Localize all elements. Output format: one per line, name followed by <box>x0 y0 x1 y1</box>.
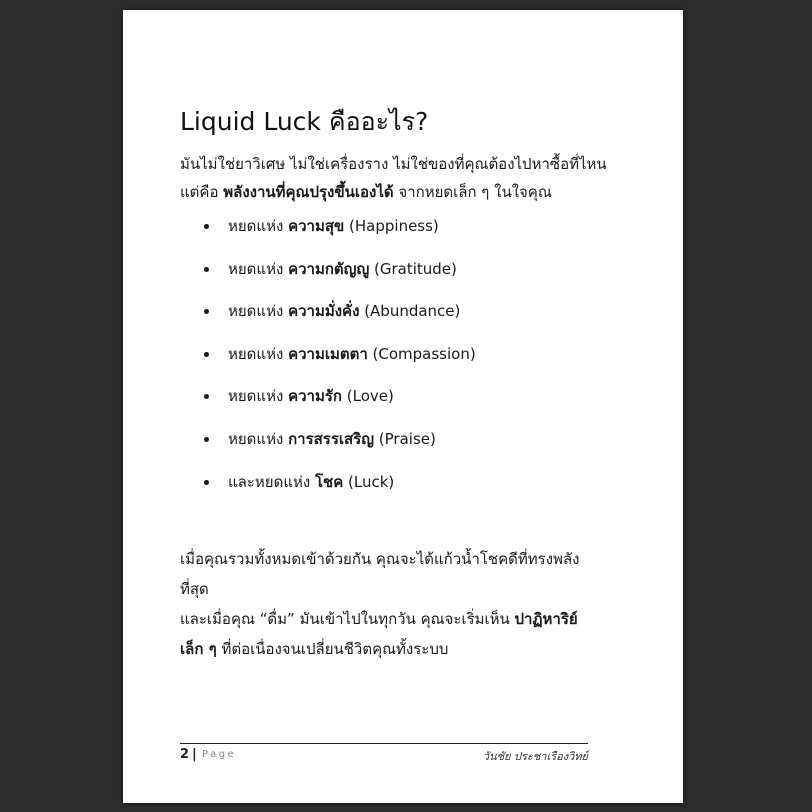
closing-line-2-suffix: ที่ต่อเนื่องจนเปลี่ยนชีวิตคุณทั้งระบบ <box>216 640 449 659</box>
list-item <box>180 255 600 298</box>
list-item-suffix: (Praise) <box>374 429 436 448</box>
list-item-suffix: (Happiness) <box>344 217 439 235</box>
page-number: 2 <box>180 747 190 762</box>
intro-line-2-bold: พลังงานที่คุณปรุงขึ้นเองได้ <box>223 183 394 201</box>
list-item-prefix: หยดแห่ง <box>228 302 289 321</box>
list-item-bold: ความมั่งคั่ง <box>288 302 360 321</box>
intro-paragraph <box>180 150 607 206</box>
list-item-suffix: (Gratitude) <box>369 259 457 278</box>
list-item-prefix: หยดแห่ง <box>228 387 289 406</box>
bullet-icon <box>204 224 209 229</box>
closing-line-2 <box>180 604 600 664</box>
bullet-icon <box>204 352 209 357</box>
closing-line-2-prefix: และเมื่อคุณ “ดื่ม” มันเข้าไปในทุกวัน คุณจะเริ่มเห็น <box>180 610 515 629</box>
closing-line-1: เมื่อคุณรวมทั้งหมดเข้าด้วยกัน คุณจะได้แก้วน้ำโชคดีที่ทรงพลังที่สุด <box>180 550 580 599</box>
page-content <box>180 106 607 664</box>
footer-separator: | <box>192 747 197 762</box>
list-item-bold: การสรรเสริญ <box>288 429 375 448</box>
list-item-prefix: หยดแห่ง <box>228 344 289 363</box>
list-item-bold: โชค <box>314 472 344 491</box>
closing-line-2-bold: ปาฏิหาริย์เล็ก ๆ <box>180 610 578 659</box>
list-item-suffix: (Compassion) <box>367 344 476 363</box>
list-item <box>180 382 600 425</box>
list-item-prefix: และหยดแห่ง <box>228 472 315 491</box>
list-item-prefix: หยดแห่ง <box>228 259 289 278</box>
closing-paragraph <box>180 544 600 664</box>
bullet-icon <box>204 267 209 272</box>
bullet-icon <box>204 394 209 399</box>
list-item-suffix: (Love) <box>341 387 394 406</box>
list-item-suffix: (Luck) <box>343 472 395 491</box>
author-name: วันชัย ประชาเรืองวิทย์ <box>482 750 588 763</box>
bullet-icon <box>204 309 209 314</box>
list-item <box>180 468 600 511</box>
list-item-suffix: (Abundance) <box>359 302 461 321</box>
list-item-prefix: หยดแห่ง <box>228 217 289 235</box>
document-page <box>123 10 683 803</box>
footer-divider <box>180 743 588 744</box>
bullet-icon <box>204 437 209 442</box>
list-item <box>180 340 600 383</box>
page-footer <box>180 743 588 767</box>
footer-row <box>180 747 588 767</box>
page-label: Page <box>202 749 237 760</box>
page-title: Liquid Luck คืออะไร? <box>180 107 429 136</box>
list-item-bold: ความกตัญญู <box>288 259 370 278</box>
drops-list <box>180 212 600 510</box>
list-item-prefix: หยดแห่ง <box>228 429 289 448</box>
bullet-icon <box>204 480 209 485</box>
intro-line-2-suffix: จากหยดเล็ก ๆ ในใจคุณ <box>393 183 552 201</box>
intro-line-1: มันไม่ใช่ยาวิเศษ ไม่ใช่เครื่องราง ไม่ใช่ของที่คุณต้องไปหาซื้อที่ไหน <box>180 155 607 173</box>
intro-line-2-prefix: แต่คือ <box>180 183 224 201</box>
list-item <box>180 212 600 255</box>
list-item-bold: ความเมตตา <box>288 344 368 363</box>
intro-line-2 <box>180 178 600 206</box>
list-item-bold: ความรัก <box>288 387 342 406</box>
list-item-bold: ความสุข <box>288 217 345 235</box>
list-item <box>180 425 600 468</box>
list-item <box>180 297 600 340</box>
